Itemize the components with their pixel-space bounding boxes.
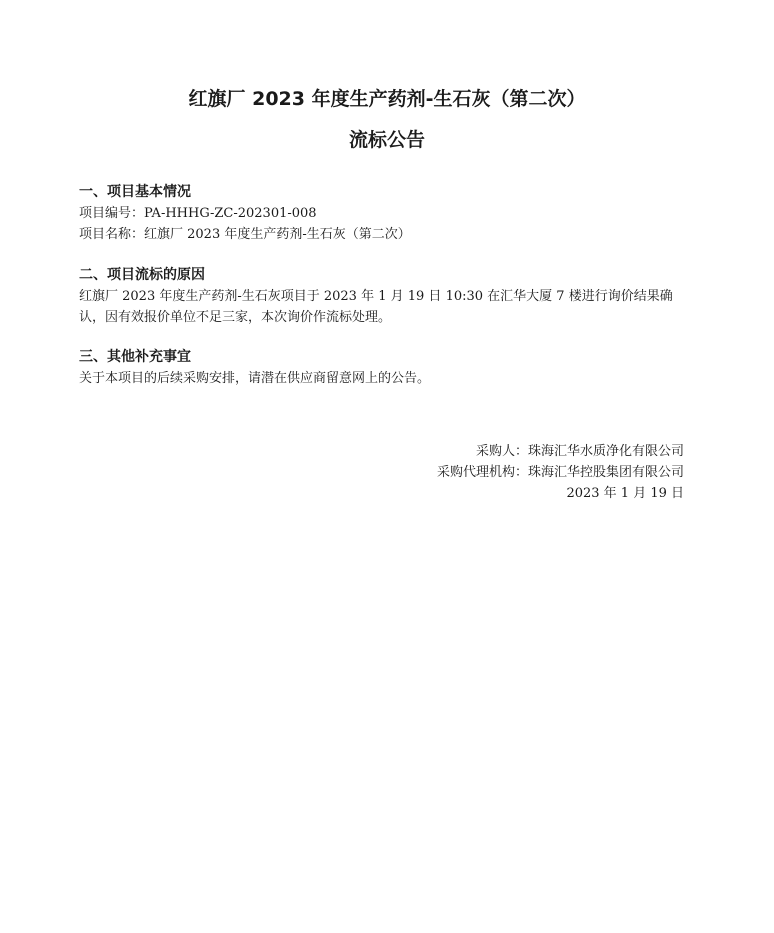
other-matters-text: 关于本项目的后续采购安排，请潜在供应商留意网上的公告。	[79, 371, 431, 386]
section-heading: 二、项目流标的原因	[79, 267, 205, 283]
page-title: 红旗厂 2023 年度生产药剂-生石灰（第二次）	[188, 88, 586, 110]
project-number: 项目编号：PA-HHHG-ZC-202301-008	[79, 206, 317, 221]
purchaser-line: 采购人：珠海汇华水质净化有限公司	[475, 444, 684, 459]
section-heading: 一、项目基本情况	[79, 184, 191, 200]
section-failure-reason	[79, 264, 689, 328]
failure-reason-text: 红旗厂 2023 年度生产药剂-生石灰项目于 2023 年 1 月 19 日 10:30 在汇华大厦 7 楼进行询价结果确认，因有效报价单位不足三家，本次询价作流标处理。	[79, 289, 673, 325]
section-heading: 三、其他补充事宜	[79, 349, 191, 365]
page-subtitle: 流标公告	[348, 129, 425, 151]
signoff-date: 2023 年 1 月 19 日	[566, 486, 684, 501]
section-basic-info	[79, 181, 689, 245]
signoff-block	[437, 441, 684, 504]
agency-line: 采购代理机构：珠海汇华控股集团有限公司	[436, 465, 684, 480]
project-name: 项目名称：红旗厂 2023 年度生产药剂-生石灰（第二次）	[79, 227, 411, 242]
section-other-matters	[79, 346, 689, 389]
